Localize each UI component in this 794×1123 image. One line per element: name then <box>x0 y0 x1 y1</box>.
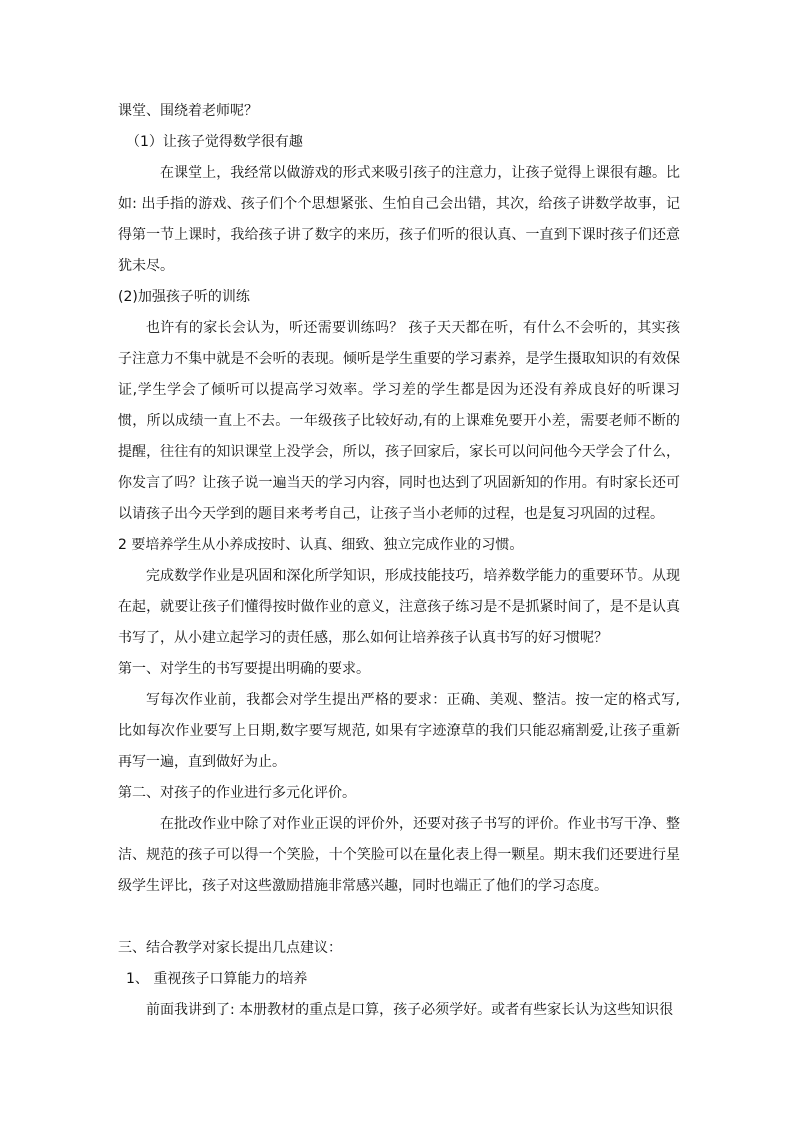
section-heading-suggestions: 三、结合教学对家长提出几点建议： <box>118 940 342 956</box>
heading-homework-habits: 2 要培养学生从小养成按时、认真、细致、独立完成作业的习惯。 <box>118 537 524 553</box>
heading-mental-arithmetic: 1、 重视孩子口算能力的培养 <box>126 971 308 987</box>
paragraph-listening: 也许有的家长会认为，听还需要训练吗？ 孩子天天都在听，有什么不会听的，其实孩子注意力不集中就是不会听的表现。倾听是学生重要的学习素养，是学生摄取知识的有效保证,学生学会了倾听可以提高学习效率。学习差的学生都是因为还没有养成良好的听课习惯，所以成绩一直上不去。一年级孩子比较好动,有的上课难免要开小差，需要老师不断的提醒，往往有的知识课堂上没学会，所以，孩子回家后，家长可以问问他今天学会了什么，你发言了吗？让孩子说一遍当天的学习内容，同时也达到了巩固新知的作用。有时家长还可以请孩子出今天学到的题目来考考自己，让孩子当小老师的过程，也是复习巩固的过程。 <box>118 320 680 522</box>
heading-writing-requirements: 第一、对学生的书写要提出明确的要求。 <box>118 661 370 677</box>
paragraph-mental-arithmetic: 前面我讲到了: 本册教材的重点是口算，孩子必须学好。或者有些家长认为这些知识很 <box>146 1002 674 1018</box>
paragraph-classroom-games: 在课堂上，我经常以做游戏的形式来吸引孩子的注意力，让孩子觉得上课很有趣。比如: 出手指的游戏、孩子们个个思想紧张、生怕自己会出错，其次，给孩子讲数学故事，记得第一节上课时，我给孩子讲了数字的来历，孩子们听的很认真、一直到下课时孩子们还意犹未尽。 <box>118 165 680 274</box>
paragraph-evaluation: 在批改作业中除了对作业正误的评价外，还要对孩子书写的评价。作业书写干净、整洁、规范的孩子可以得一个笑脸，十个笑脸可以在量化表上得一颗星。期末我们还要进行星级学生评比，孩子对这些激励措施非常感兴趣，同时也端正了他们的学习态度。 <box>118 816 680 894</box>
paragraph-writing-requirements: 写每次作业前，我都会对学生提出严格的要求：正确、美观、整洁。按一定的格式写,比如每次作业要写上日期,数字要写规范, 如果有字迹潦草的我们只能忍痛割爱,让孩子重新再写一遍，直到做好为止。 <box>118 692 680 770</box>
document-body <box>118 96 680 1026</box>
heading-listening-training: (2)加强孩子听的训练 <box>118 289 250 305</box>
heading-diverse-evaluation: 第二、对孩子的作业进行多元化评价。 <box>118 785 356 801</box>
heading-make-math-fun: （1）让孩子觉得数学很有趣 <box>126 134 303 150</box>
blank-line <box>118 902 680 933</box>
paragraph-homework: 完成数学作业是巩固和深化所学知识，形成技能技巧，培养数学能力的重要环节。从现在起，就要让孩子们懂得按时做作业的意义，注意孩子练习是不是抓紧时间了，是不是认真书写了，从小建立起学习的责任感，那么如何让培养孩子认真书写的好习惯呢？ <box>118 568 680 646</box>
paragraph-intro-question: 课堂、围绕着老师呢？ <box>118 103 258 119</box>
